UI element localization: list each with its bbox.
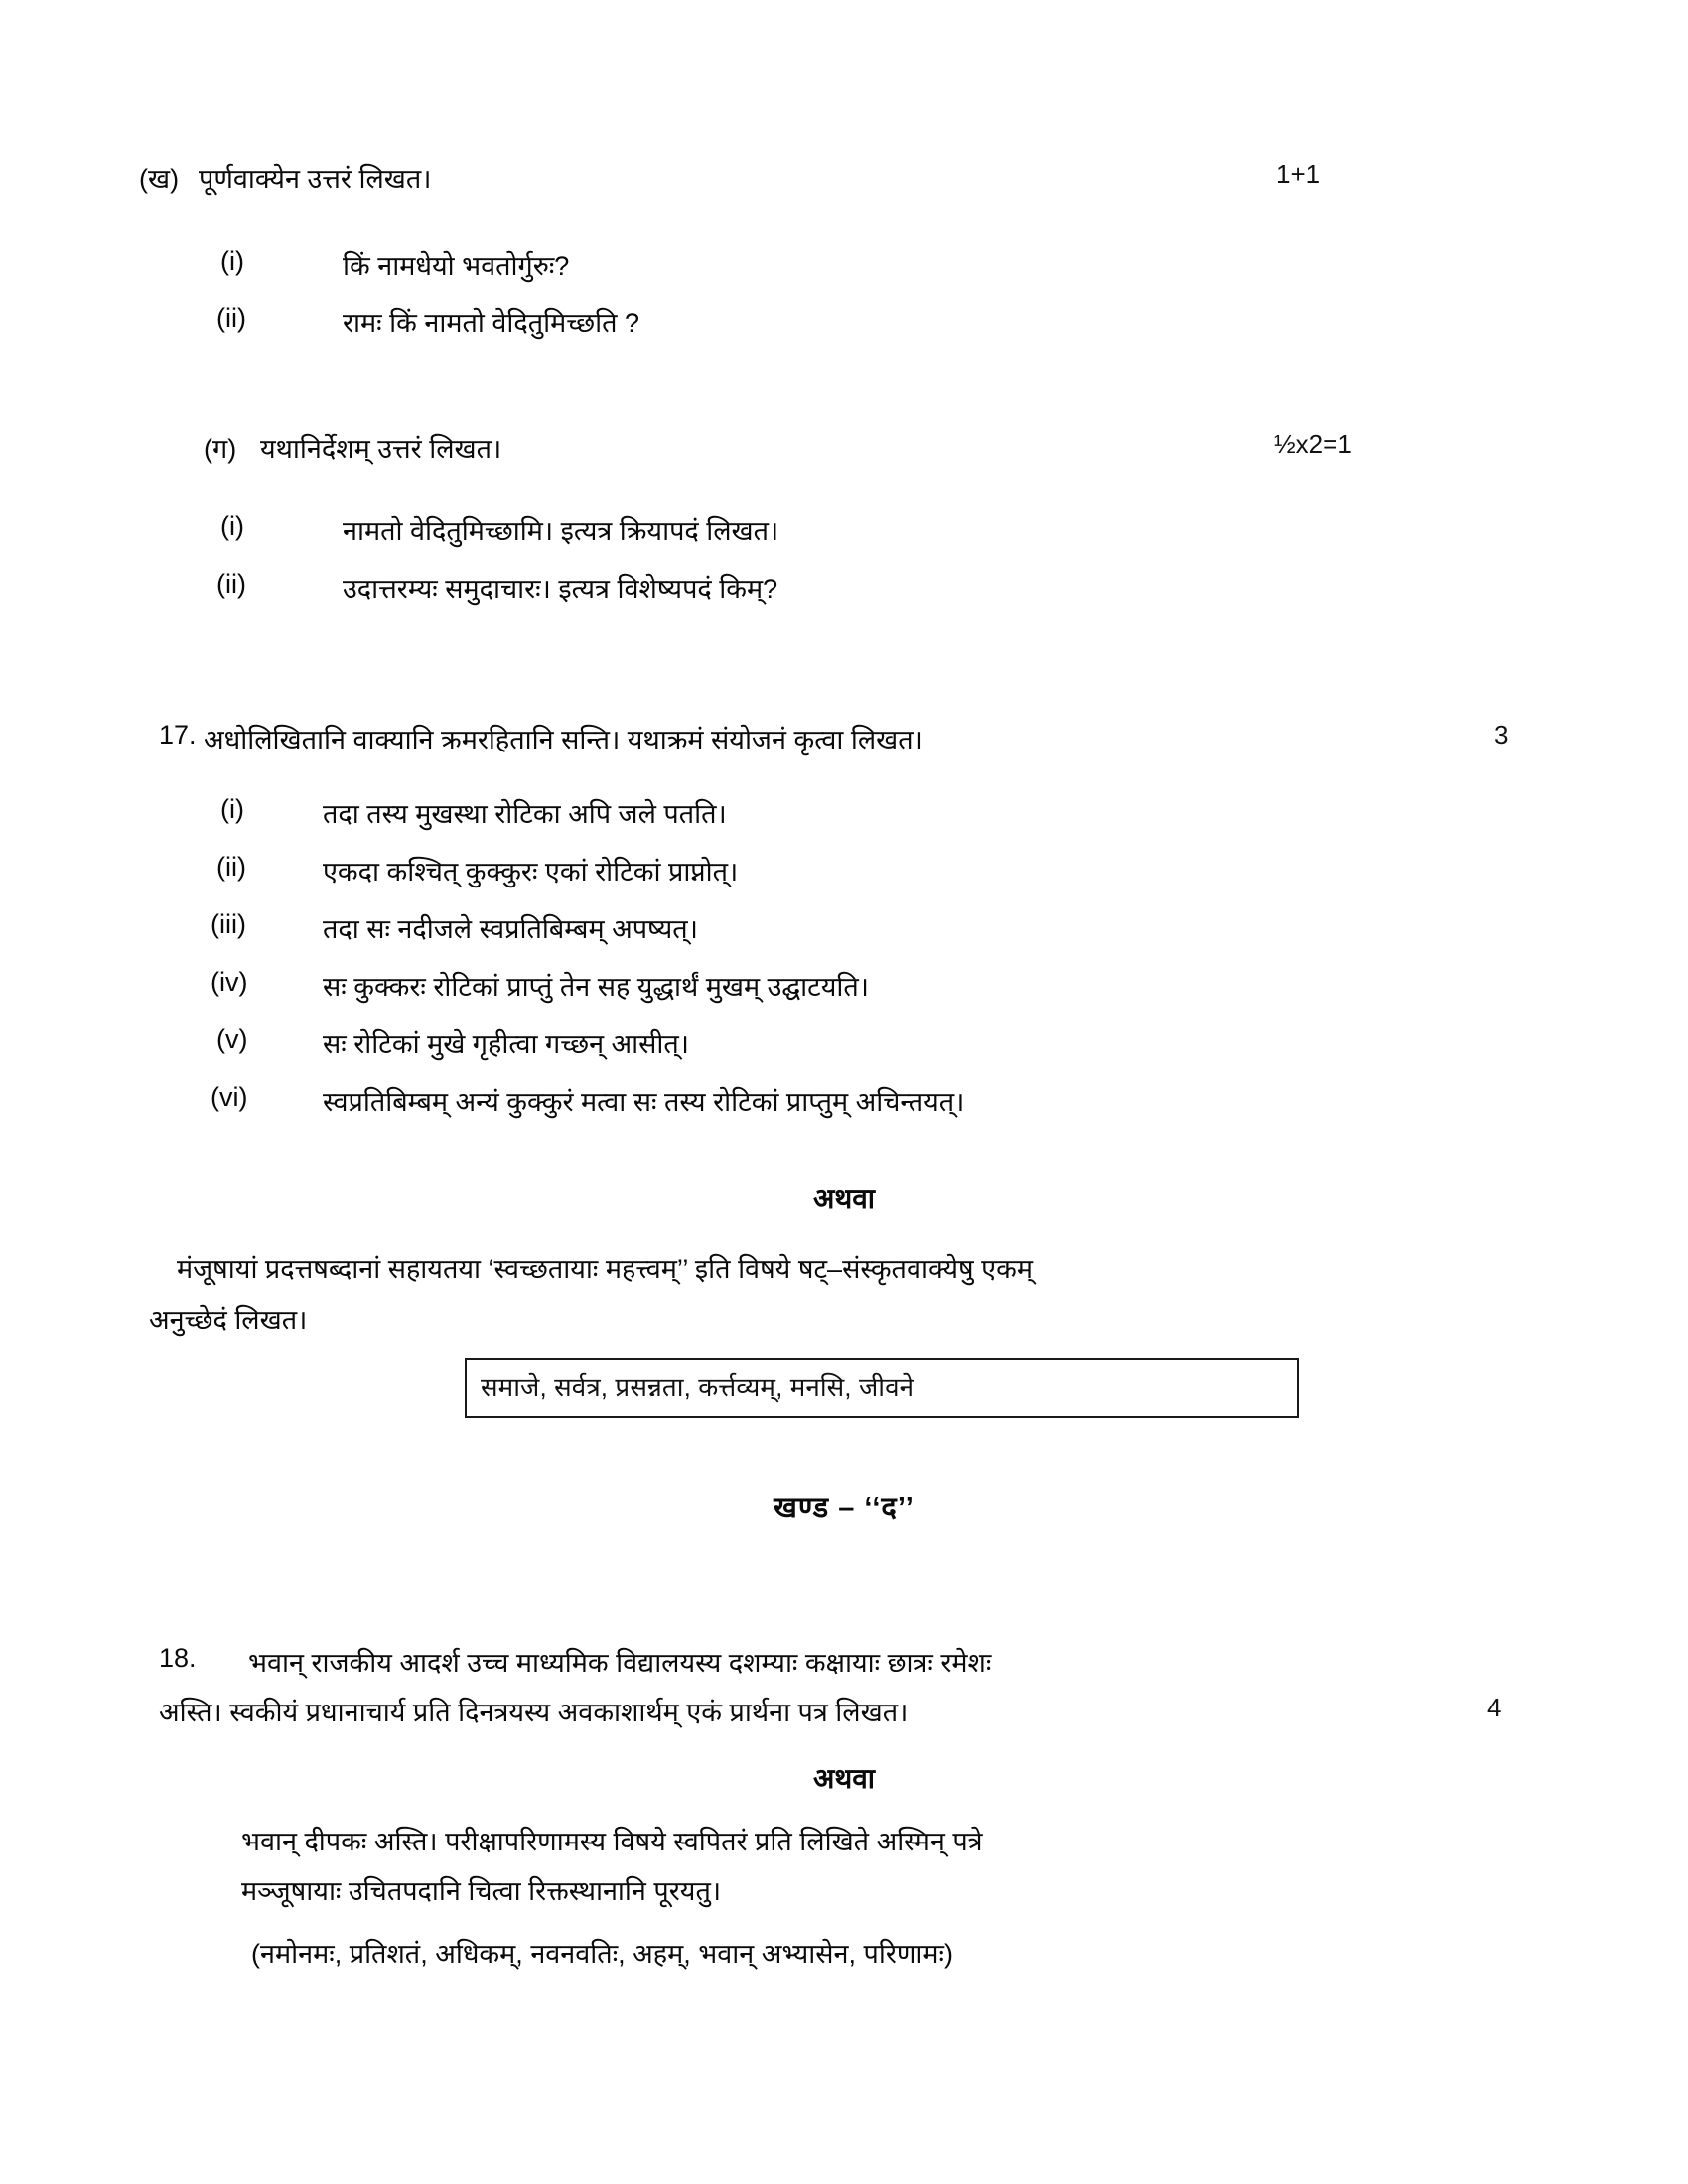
section-ga-item-2-label [216, 569, 246, 600]
khand-heading-text: खण्ड – ‘‘द’’ [774, 1492, 914, 1524]
section-ga-instruction [260, 429, 501, 466]
athava-text: अथवा [812, 1183, 876, 1214]
question-18-line-2-text: अस्ति। स्वकीयं प्रधानाचार्य प्रति दिनत्रयस्य अवकाशार्थम् एकं प्रार्थना पत्र लिखत। [159, 1698, 909, 1727]
question-17-item-4 [323, 967, 869, 1004]
question-17-item-6-label [211, 1082, 247, 1113]
question-18-number-text: 18. [159, 1643, 197, 1673]
question-18-word-bank [251, 1934, 953, 1971]
item-label-text: (v) [216, 1024, 248, 1054]
section-ga-item-1-label [220, 511, 244, 542]
question-17-marks-text: 3 [1494, 720, 1509, 750]
item-body-text: नामतो वेदितुमिच्छामि। इत्यत्र क्रियापदं लिखत। [343, 516, 779, 546]
question-18-alt-line-1 [241, 1822, 983, 1858]
section-ga-label-text: (ग) [204, 434, 237, 464]
item-body-text: तदा सः नदीजले स्वप्रतिबिम्बम् अपष्यत्। [323, 914, 698, 944]
item-label-text: (ii) [216, 569, 246, 599]
section-kha-instruction-text: पूर्णवाक्येन उत्तरं लिखत। [199, 164, 432, 194]
section-ga-instruction-text: यथानिर्देशम् उत्तरं लिखत। [260, 434, 502, 464]
question-17-item-6 [323, 1082, 964, 1119]
question-17-marks [1494, 720, 1508, 751]
question-17-item-2-label [216, 852, 246, 883]
item-label-text: (iii) [211, 909, 246, 939]
question-17-item-2 [323, 852, 738, 888]
alt-line-2-text: अनुच्छेदं लिखत। [149, 1305, 308, 1335]
question-17-alt-line-1 [177, 1249, 1477, 1286]
question-18-marks [1487, 1693, 1501, 1723]
section-ga-item-2 [343, 569, 777, 606]
item-label-text: (i) [220, 511, 244, 541]
question-17-number [159, 720, 197, 751]
question-18-number [159, 1643, 197, 1674]
question-17-item-5 [323, 1024, 689, 1061]
section-kha-marks [1276, 159, 1320, 190]
section-kha-marks-text: 1+1 [1276, 159, 1321, 189]
item-body-text: सः रोटिकां मुखे गृहीत्वा गच्छन् आसीत्। [323, 1029, 690, 1059]
question-17-item-5-label [216, 1024, 247, 1055]
question-17-item-1 [323, 794, 727, 831]
item-body-text: तदा तस्य मुखस्था रोटिका अपि जले पतति। [323, 799, 727, 829]
manjusha-words-text: समाजे, सर्वत्र, प्रसन्नता, कर्त्तव्यम्, मनसि, जीवने [481, 1372, 914, 1403]
question-17-alt-line-2 [149, 1300, 1450, 1337]
item-label-text: (iv) [211, 967, 248, 997]
section-kha-item-2-label [216, 303, 246, 334]
question-17-item-1-label [220, 794, 244, 825]
section-ga-item-1 [343, 511, 778, 548]
item-label-text: (ii) [216, 303, 246, 333]
question-17-instruction-text: अधोलिखितानि वाक्यानि क्रमरहितानि सन्ति। यथाक्रमं संयोजनं कृत्वा लिखत। [204, 725, 923, 754]
section-kha-label [139, 159, 179, 196]
section-kha-item-2 [343, 303, 639, 340]
section-ga-marks [1274, 429, 1352, 460]
question-17-number-text: 17. [159, 720, 197, 750]
section-kha-label-text: (ख) [139, 164, 180, 194]
item-body-text: रामः किं नामतो वेदितुमिच्छति ? [343, 308, 640, 338]
item-label-text: (i) [220, 246, 244, 276]
section-ga-marks-text: ½x2=1 [1274, 429, 1352, 459]
question-18-line-1 [248, 1643, 991, 1680]
section-kha-item-1-label [220, 246, 244, 277]
athava-text: अथवा [812, 1763, 876, 1794]
manjusha-word-box [465, 1358, 1299, 1418]
section-ga-label [204, 429, 236, 466]
word-bank-text: (नमोनमः, प्रतिशतं, अधिकम्, नवनवतिः, अहम्, भवान् अभ्यासेन, परिणामः) [251, 1939, 953, 1969]
item-body-text: एकदा कश्चित् कुक्कुरः एकां रोटिकां प्राप्नोत्। [323, 857, 739, 887]
question-17-athava [0, 1179, 1688, 1217]
question-17-instruction [204, 720, 923, 756]
section-kha-item-1 [343, 246, 569, 283]
item-label-text: (vi) [211, 1082, 248, 1112]
question-17-item-3 [323, 909, 698, 946]
item-label-text: (i) [220, 794, 244, 824]
question-18-athava [0, 1759, 1688, 1797]
khand-heading [0, 1487, 1688, 1526]
item-body-text: किं नामधेयो भवतोर्गुरुः? [343, 251, 570, 281]
alt-line-2-text: मञ्जूषायाः उचितपदानि चित्वा रिक्तस्थानानि पूरयतु। [241, 1876, 722, 1906]
question-18-alt-line-2 [241, 1871, 721, 1908]
alt-line-1-text: भवान् दीपकः अस्ति। परीक्षापरिणामस्य विषये स्वपितरं प्रति लिखिते अस्मिन् पत्रे [241, 1827, 983, 1856]
question-17-item-4-label [211, 967, 247, 998]
section-kha-instruction [199, 159, 431, 196]
item-body-text: उदात्तरम्यः समुदाचारः। इत्यत्र विशेष्यपदं किम्? [343, 574, 778, 604]
question-18-line-2 [159, 1693, 908, 1729]
item-body-text: स्वप्रतिबिम्बम् अन्यं कुक्कुरं मत्वा सः तस्य रोटिकां प्राप्तुम् अचिन्तयत्। [323, 1087, 965, 1117]
item-body-text: सः कुक्करः रोटिकां प्राप्तुं तेन सह युद्धार्थं मुखम् उद्घाटयति। [323, 972, 870, 1002]
alt-line-1-text: मंजूषायां प्रदत्तषब्दानां सहायतया ‘स्वच्छतायाः महत्त्वम्’’ इति विषये षट्–संस्कृतवाक्येषु एकम् [177, 1254, 1033, 1284]
item-label-text: (ii) [216, 852, 246, 882]
question-18-line-1-text: भवान् राजकीय आदर्श उच्च माध्यमिक विद्यालयस्य दशम्याः कक्षायाः छात्रः रमेशः [248, 1648, 992, 1678]
question-17-item-3-label [211, 909, 246, 940]
question-18-marks-text: 4 [1487, 1693, 1502, 1722]
